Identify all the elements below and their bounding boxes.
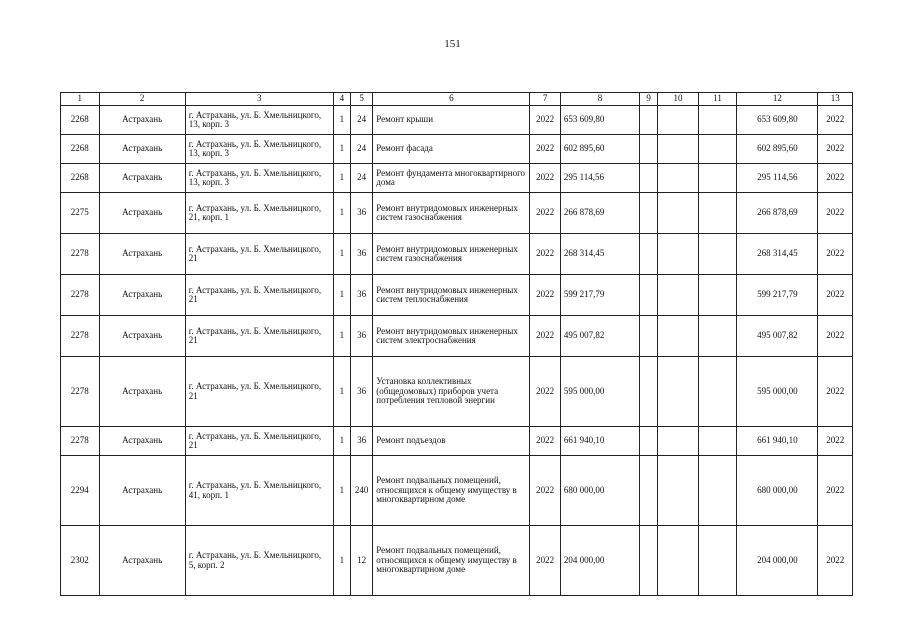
address-cell: г. Астрахань, ул. Б. Хмельницкого, 21: [185, 427, 333, 456]
col10-cell: [658, 106, 699, 135]
address-cell: г. Астрахань, ул. Б. Хмельницкого, 21: [185, 234, 333, 275]
col11-cell: [698, 164, 737, 193]
col9-cell: [639, 357, 657, 427]
col4-cell: 1: [333, 456, 350, 526]
col9-cell: [639, 316, 657, 357]
col10-cell: [658, 526, 699, 596]
row-number-cell: 2278: [61, 357, 100, 427]
end-year-cell: 2022: [818, 135, 853, 164]
city-cell: Астрахань: [99, 427, 185, 456]
work-type-cell: Ремонт подвальных помещений, относящихся к общему имуществу в многоквартирном доме: [373, 456, 530, 526]
table-row: [61, 316, 853, 357]
year-cell: 2022: [530, 135, 560, 164]
end-year-cell: 2022: [818, 357, 853, 427]
col11-cell: [698, 427, 737, 456]
cost-cell: 680 000,00: [560, 456, 639, 526]
city-cell: Астрахань: [99, 234, 185, 275]
city-cell: Астрахань: [99, 357, 185, 427]
row-number-cell: 2268: [61, 164, 100, 193]
row-number-cell: 2278: [61, 427, 100, 456]
col9-cell: [639, 526, 657, 596]
col9-cell: [639, 106, 657, 135]
col10-cell: [658, 275, 699, 316]
table-row: [61, 456, 853, 526]
column-header: 13: [818, 93, 853, 106]
city-cell: Астрахань: [99, 456, 185, 526]
address-cell: г. Астрахань, ул. Б. Хмельницкого, 21: [185, 275, 333, 316]
end-year-cell: 2022: [818, 275, 853, 316]
col9-cell: [639, 193, 657, 234]
col4-cell: 1: [333, 316, 350, 357]
col4-cell: 1: [333, 193, 350, 234]
col4-cell: 1: [333, 275, 350, 316]
row-number-cell: 2294: [61, 456, 100, 526]
page-number: 151: [444, 38, 461, 50]
year-cell: 2022: [530, 526, 560, 596]
cost-cell: 268 314,45: [560, 234, 639, 275]
work-type-cell: Ремонт внутридомовых инженерных систем теплоснабжения: [373, 275, 530, 316]
cost-cell: 495 007,82: [560, 316, 639, 357]
total-cell: 204 000,00: [737, 526, 818, 596]
cost-cell: 266 878,69: [560, 193, 639, 234]
col4-cell: 1: [333, 234, 350, 275]
col9-cell: [639, 164, 657, 193]
address-cell: г. Астрахань, ул. Б. Хмельницкого, 21, корп. 1: [185, 193, 333, 234]
row-number-cell: 2275: [61, 193, 100, 234]
city-cell: Астрахань: [99, 164, 185, 193]
col4-cell: 1: [333, 526, 350, 596]
col9-cell: [639, 427, 657, 456]
row-number-cell: 2268: [61, 106, 100, 135]
table-row: [61, 357, 853, 427]
table-row: [61, 106, 853, 135]
year-cell: 2022: [530, 427, 560, 456]
cost-cell: 295 114,56: [560, 164, 639, 193]
column-header: 4: [333, 93, 350, 106]
col4-cell: 1: [333, 135, 350, 164]
column-header: 8: [560, 93, 639, 106]
total-cell: 266 878,69: [737, 193, 818, 234]
column-header: 10: [658, 93, 699, 106]
col10-cell: [658, 193, 699, 234]
col11-cell: [698, 135, 737, 164]
city-cell: Астрахань: [99, 106, 185, 135]
col11-cell: [698, 456, 737, 526]
total-cell: 599 217,79: [737, 275, 818, 316]
work-type-cell: Ремонт подъездов: [373, 427, 530, 456]
end-year-cell: 2022: [818, 456, 853, 526]
cost-cell: 602 895,60: [560, 135, 639, 164]
col10-cell: [658, 357, 699, 427]
city-cell: Астрахань: [99, 135, 185, 164]
row-number-cell: 2302: [61, 526, 100, 596]
col11-cell: [698, 316, 737, 357]
address-cell: г. Астрахань, ул. Б. Хмельницкого, 41, корп. 1: [185, 456, 333, 526]
total-cell: 268 314,45: [737, 234, 818, 275]
table-body: [61, 106, 853, 596]
address-cell: г. Астрахань, ул. Б. Хмельницкого, 13, корп. 3: [185, 106, 333, 135]
col9-cell: [639, 135, 657, 164]
work-type-cell: Ремонт внутридомовых инженерных систем электроснабжения: [373, 316, 530, 357]
table-row: [61, 427, 853, 456]
city-cell: Астрахань: [99, 526, 185, 596]
col9-cell: [639, 234, 657, 275]
end-year-cell: 2022: [818, 316, 853, 357]
col10-cell: [658, 316, 699, 357]
column-header: 1: [61, 93, 100, 106]
repair-register-table: [60, 92, 853, 596]
work-type-cell: Ремонт внутридомовых инженерных систем газоснабжения: [373, 234, 530, 275]
cost-cell: 661 940,10: [560, 427, 639, 456]
column-header: 3: [185, 93, 333, 106]
total-cell: 602 895,60: [737, 135, 818, 164]
col5-cell: 36: [351, 234, 373, 275]
column-header: 6: [373, 93, 530, 106]
year-cell: 2022: [530, 164, 560, 193]
column-header: 11: [698, 93, 737, 106]
cost-cell: 653 609,80: [560, 106, 639, 135]
end-year-cell: 2022: [818, 526, 853, 596]
row-number-cell: 2278: [61, 234, 100, 275]
address-cell: г. Астрахань, ул. Б. Хмельницкого, 5, корп. 2: [185, 526, 333, 596]
address-cell: г. Астрахань, ул. Б. Хмельницкого, 13, корп. 3: [185, 164, 333, 193]
col11-cell: [698, 106, 737, 135]
work-type-cell: Ремонт крыши: [373, 106, 530, 135]
total-cell: 680 000,00: [737, 456, 818, 526]
col5-cell: 24: [351, 106, 373, 135]
table-row: [61, 135, 853, 164]
column-header: 5: [351, 93, 373, 106]
end-year-cell: 2022: [818, 106, 853, 135]
total-cell: 495 007,82: [737, 316, 818, 357]
col10-cell: [658, 164, 699, 193]
col4-cell: 1: [333, 164, 350, 193]
city-cell: Астрахань: [99, 275, 185, 316]
col10-cell: [658, 427, 699, 456]
col10-cell: [658, 234, 699, 275]
col11-cell: [698, 234, 737, 275]
total-cell: 595 000,00: [737, 357, 818, 427]
end-year-cell: 2022: [818, 164, 853, 193]
work-type-cell: Установка коллективных (общедомовых) приборов учета потребления тепловой энергии: [373, 357, 530, 427]
work-type-cell: Ремонт подвальных помещений, относящихся к общему имуществу в многоквартирном доме: [373, 526, 530, 596]
address-cell: г. Астрахань, ул. Б. Хмельницкого, 13, корп. 3: [185, 135, 333, 164]
col9-cell: [639, 275, 657, 316]
col4-cell: 1: [333, 106, 350, 135]
col10-cell: [658, 135, 699, 164]
col5-cell: 36: [351, 427, 373, 456]
col11-cell: [698, 193, 737, 234]
year-cell: 2022: [530, 193, 560, 234]
col5-cell: 36: [351, 357, 373, 427]
address-cell: г. Астрахань, ул. Б. Хмельницкого, 21: [185, 357, 333, 427]
row-number-cell: 2268: [61, 135, 100, 164]
col11-cell: [698, 275, 737, 316]
column-number-row: [61, 93, 853, 106]
row-number-cell: 2278: [61, 316, 100, 357]
table-row: [61, 193, 853, 234]
year-cell: 2022: [530, 275, 560, 316]
col5-cell: 240: [351, 456, 373, 526]
end-year-cell: 2022: [818, 193, 853, 234]
year-cell: 2022: [530, 106, 560, 135]
col11-cell: [698, 357, 737, 427]
col5-cell: 12: [351, 526, 373, 596]
work-type-cell: Ремонт фундамента многоквартирного дома: [373, 164, 530, 193]
table-row: [61, 526, 853, 596]
column-header: 2: [99, 93, 185, 106]
year-cell: 2022: [530, 456, 560, 526]
col5-cell: 36: [351, 275, 373, 316]
end-year-cell: 2022: [818, 234, 853, 275]
address-cell: г. Астрахань, ул. Б. Хмельницкого, 21: [185, 316, 333, 357]
col5-cell: 24: [351, 135, 373, 164]
year-cell: 2022: [530, 316, 560, 357]
table-row: [61, 234, 853, 275]
city-cell: Астрахань: [99, 193, 185, 234]
year-cell: 2022: [530, 357, 560, 427]
col4-cell: 1: [333, 427, 350, 456]
col5-cell: 36: [351, 193, 373, 234]
work-type-cell: Ремонт внутридомовых инженерных систем газоснабжения: [373, 193, 530, 234]
column-header: 12: [737, 93, 818, 106]
total-cell: 295 114,56: [737, 164, 818, 193]
cost-cell: 595 000,00: [560, 357, 639, 427]
work-type-cell: Ремонт фасада: [373, 135, 530, 164]
col9-cell: [639, 456, 657, 526]
column-header: 7: [530, 93, 560, 106]
total-cell: 661 940,10: [737, 427, 818, 456]
cost-cell: 204 000,00: [560, 526, 639, 596]
city-cell: Астрахань: [99, 316, 185, 357]
total-cell: 653 609,80: [737, 106, 818, 135]
col11-cell: [698, 526, 737, 596]
col10-cell: [658, 456, 699, 526]
col4-cell: 1: [333, 357, 350, 427]
table-row: [61, 164, 853, 193]
column-header: 9: [639, 93, 657, 106]
row-number-cell: 2278: [61, 275, 100, 316]
year-cell: 2022: [530, 234, 560, 275]
end-year-cell: 2022: [818, 427, 853, 456]
col5-cell: 24: [351, 164, 373, 193]
cost-cell: 599 217,79: [560, 275, 639, 316]
table-row: [61, 275, 853, 316]
col5-cell: 36: [351, 316, 373, 357]
